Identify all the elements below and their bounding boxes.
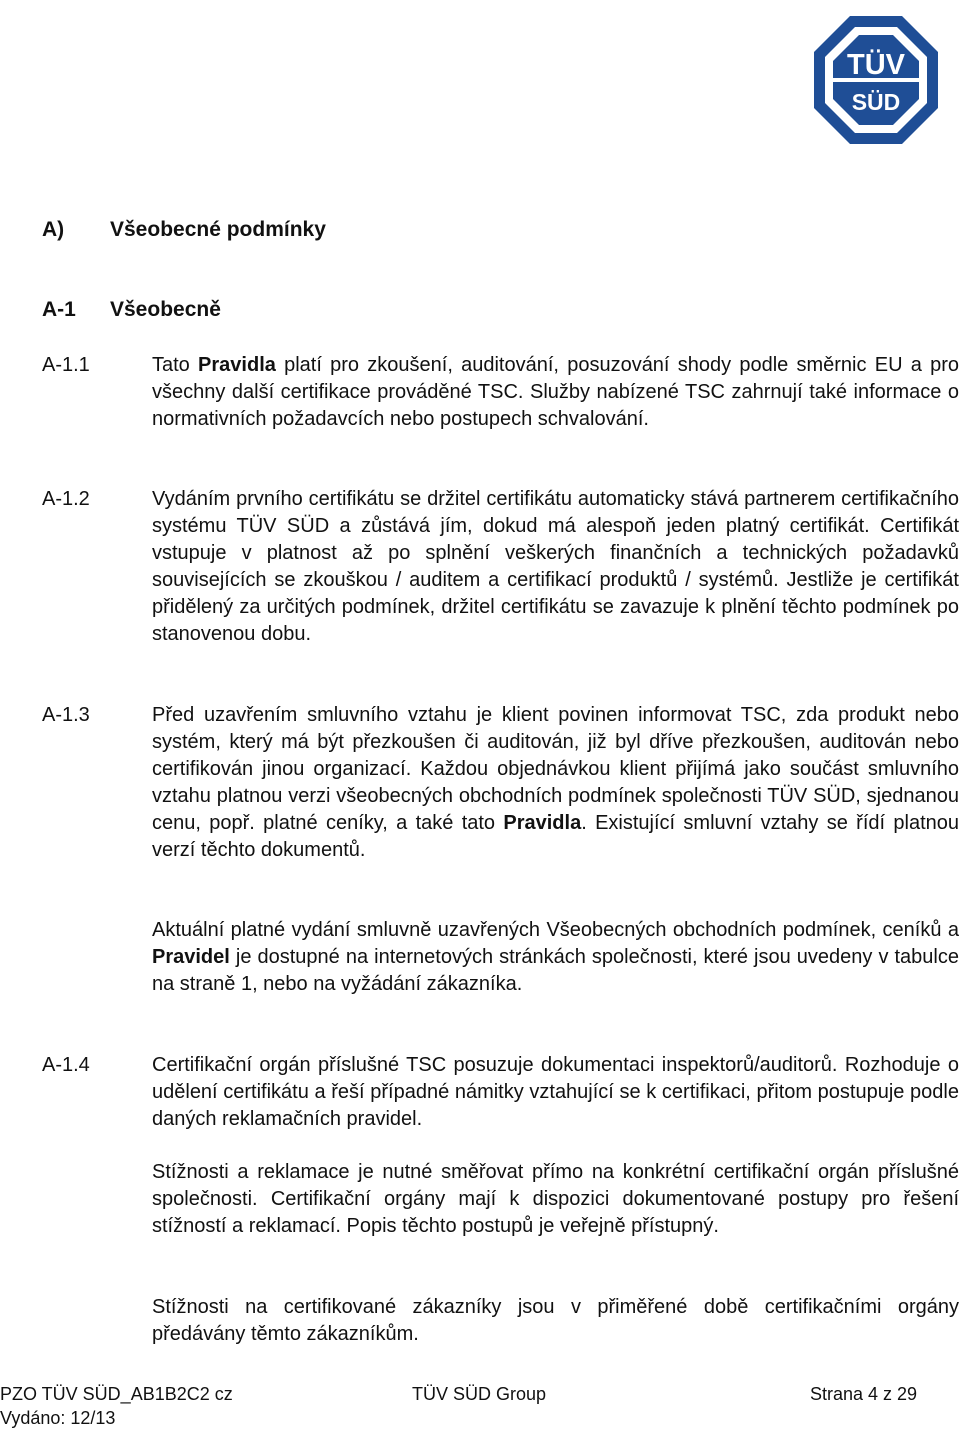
bold-term: Pravidla	[198, 354, 276, 376]
bold-term: Pravidla	[503, 812, 582, 834]
section-number-a-1-2: A-1.2	[42, 488, 90, 510]
logo-text-top: TÜV	[847, 49, 905, 81]
heading-number: A)	[42, 218, 65, 241]
paragraph-a-1-4-third: Stížnosti na certifikované zákazníky jsou v přiměřené době certifikačními orgány předávány těmto zákazníkům.	[152, 1296, 959, 1345]
paragraph-a-1-4-first: Certifikační orgán příslušné TSC posuzuje dokumentaci inspektorů/auditorů. Rozhoduje o udělení certifikátu a řeší případné námitky vztahující se k certifikaci, přitom postupuje podle daných reklamačních pravidel.	[152, 1054, 959, 1130]
section-number-a-1-4: A-1.4	[42, 1054, 90, 1076]
section-number-a-1-3: A-1.3	[42, 704, 90, 726]
paragraph-a-1-1: Tato Pravidla platí pro zkoušení, auditování, posuzování shody podle směrnic EU a pro všechny další certifikace prováděné TSC. Služby nabízené TSC zahrnují také informace o normativních požadavcích nebo postupech schvalování.	[152, 354, 960, 430]
footer-page-number: Strana 4 z 29	[810, 1384, 918, 1404]
paragraph-a-1-2: Vydáním prvního certifikátu se držitel certifikátu automaticky stává partnerem certifikačního systému TÜV SÜD a zůstává jím, dokud má alespoň jeden platný certifikát. Certifikát vstupuje v platnost až po splnění veškerých finančních a technických požadavků souvisejících se zkouškou / auditem a certifikací produktů / systémů. Jestliže je certifikát přidělený za určitých podmínek, držitel certifikátu se zavazuje k plnění těchto podmínek po stanovenou dobu.	[152, 488, 959, 645]
heading-title: Všeobecně	[110, 298, 221, 321]
tuv-sud-logo	[810, 12, 942, 148]
paragraph-a-1-3-first: Před uzavřením smluvního vztahu je klient povinen informovat TSC, zda produkt nebo systém, který má být přezkoušen či auditován, již byl dříve přezkoušen, auditován nebo certifikován jinou organizací. Každou objednávkou klient přijímá jako součást smluvního vztahu platnou verzi všeobecných obchodních podmínek společnosti TÜV SÜD, sjednanou cenu, popř. platné ceníky, a také tato Pravidla. Existující smluvní vztahy se řídí platnou verzí těchto dokumentů.	[152, 704, 960, 861]
paragraph-a-1-4-second: Stížnosti a reklamace je nutné směřovat přímo na konkrétní certifikační orgán příslušné společnosti. Certifikační orgány mají k dispozici dokumentované postupy pro řešení stížností a reklamací. Popis těchto postupů je veřejně přístupný.	[152, 1161, 959, 1237]
bold-term: Pravidel	[152, 946, 230, 968]
logo-text-bottom: SÜD	[851, 89, 901, 115]
page-footer	[0, 1380, 960, 1431]
heading-number: A-1	[42, 298, 76, 321]
section-number-a-1-1: A-1.1	[42, 354, 90, 376]
paragraph-a-1-3-second: Aktuální platné vydání smluvně uzavřených Všeobecných obchodních podmínek, ceníků a Pravidel je dostupné na internetových stránkách společnosti, které jsou uvedeny v tabulce na straně 1, nebo na vyžádání zákazníka.	[152, 919, 959, 995]
heading-title: Všeobecné podmínky	[110, 218, 326, 241]
footer-company: TÜV SÜD Group	[412, 1384, 547, 1404]
footer-issued-date: Vydáno: 12/13	[0, 1408, 116, 1428]
footer-doc-id: PZO TÜV SÜD_AB1B2C2 cz	[0, 1384, 233, 1404]
